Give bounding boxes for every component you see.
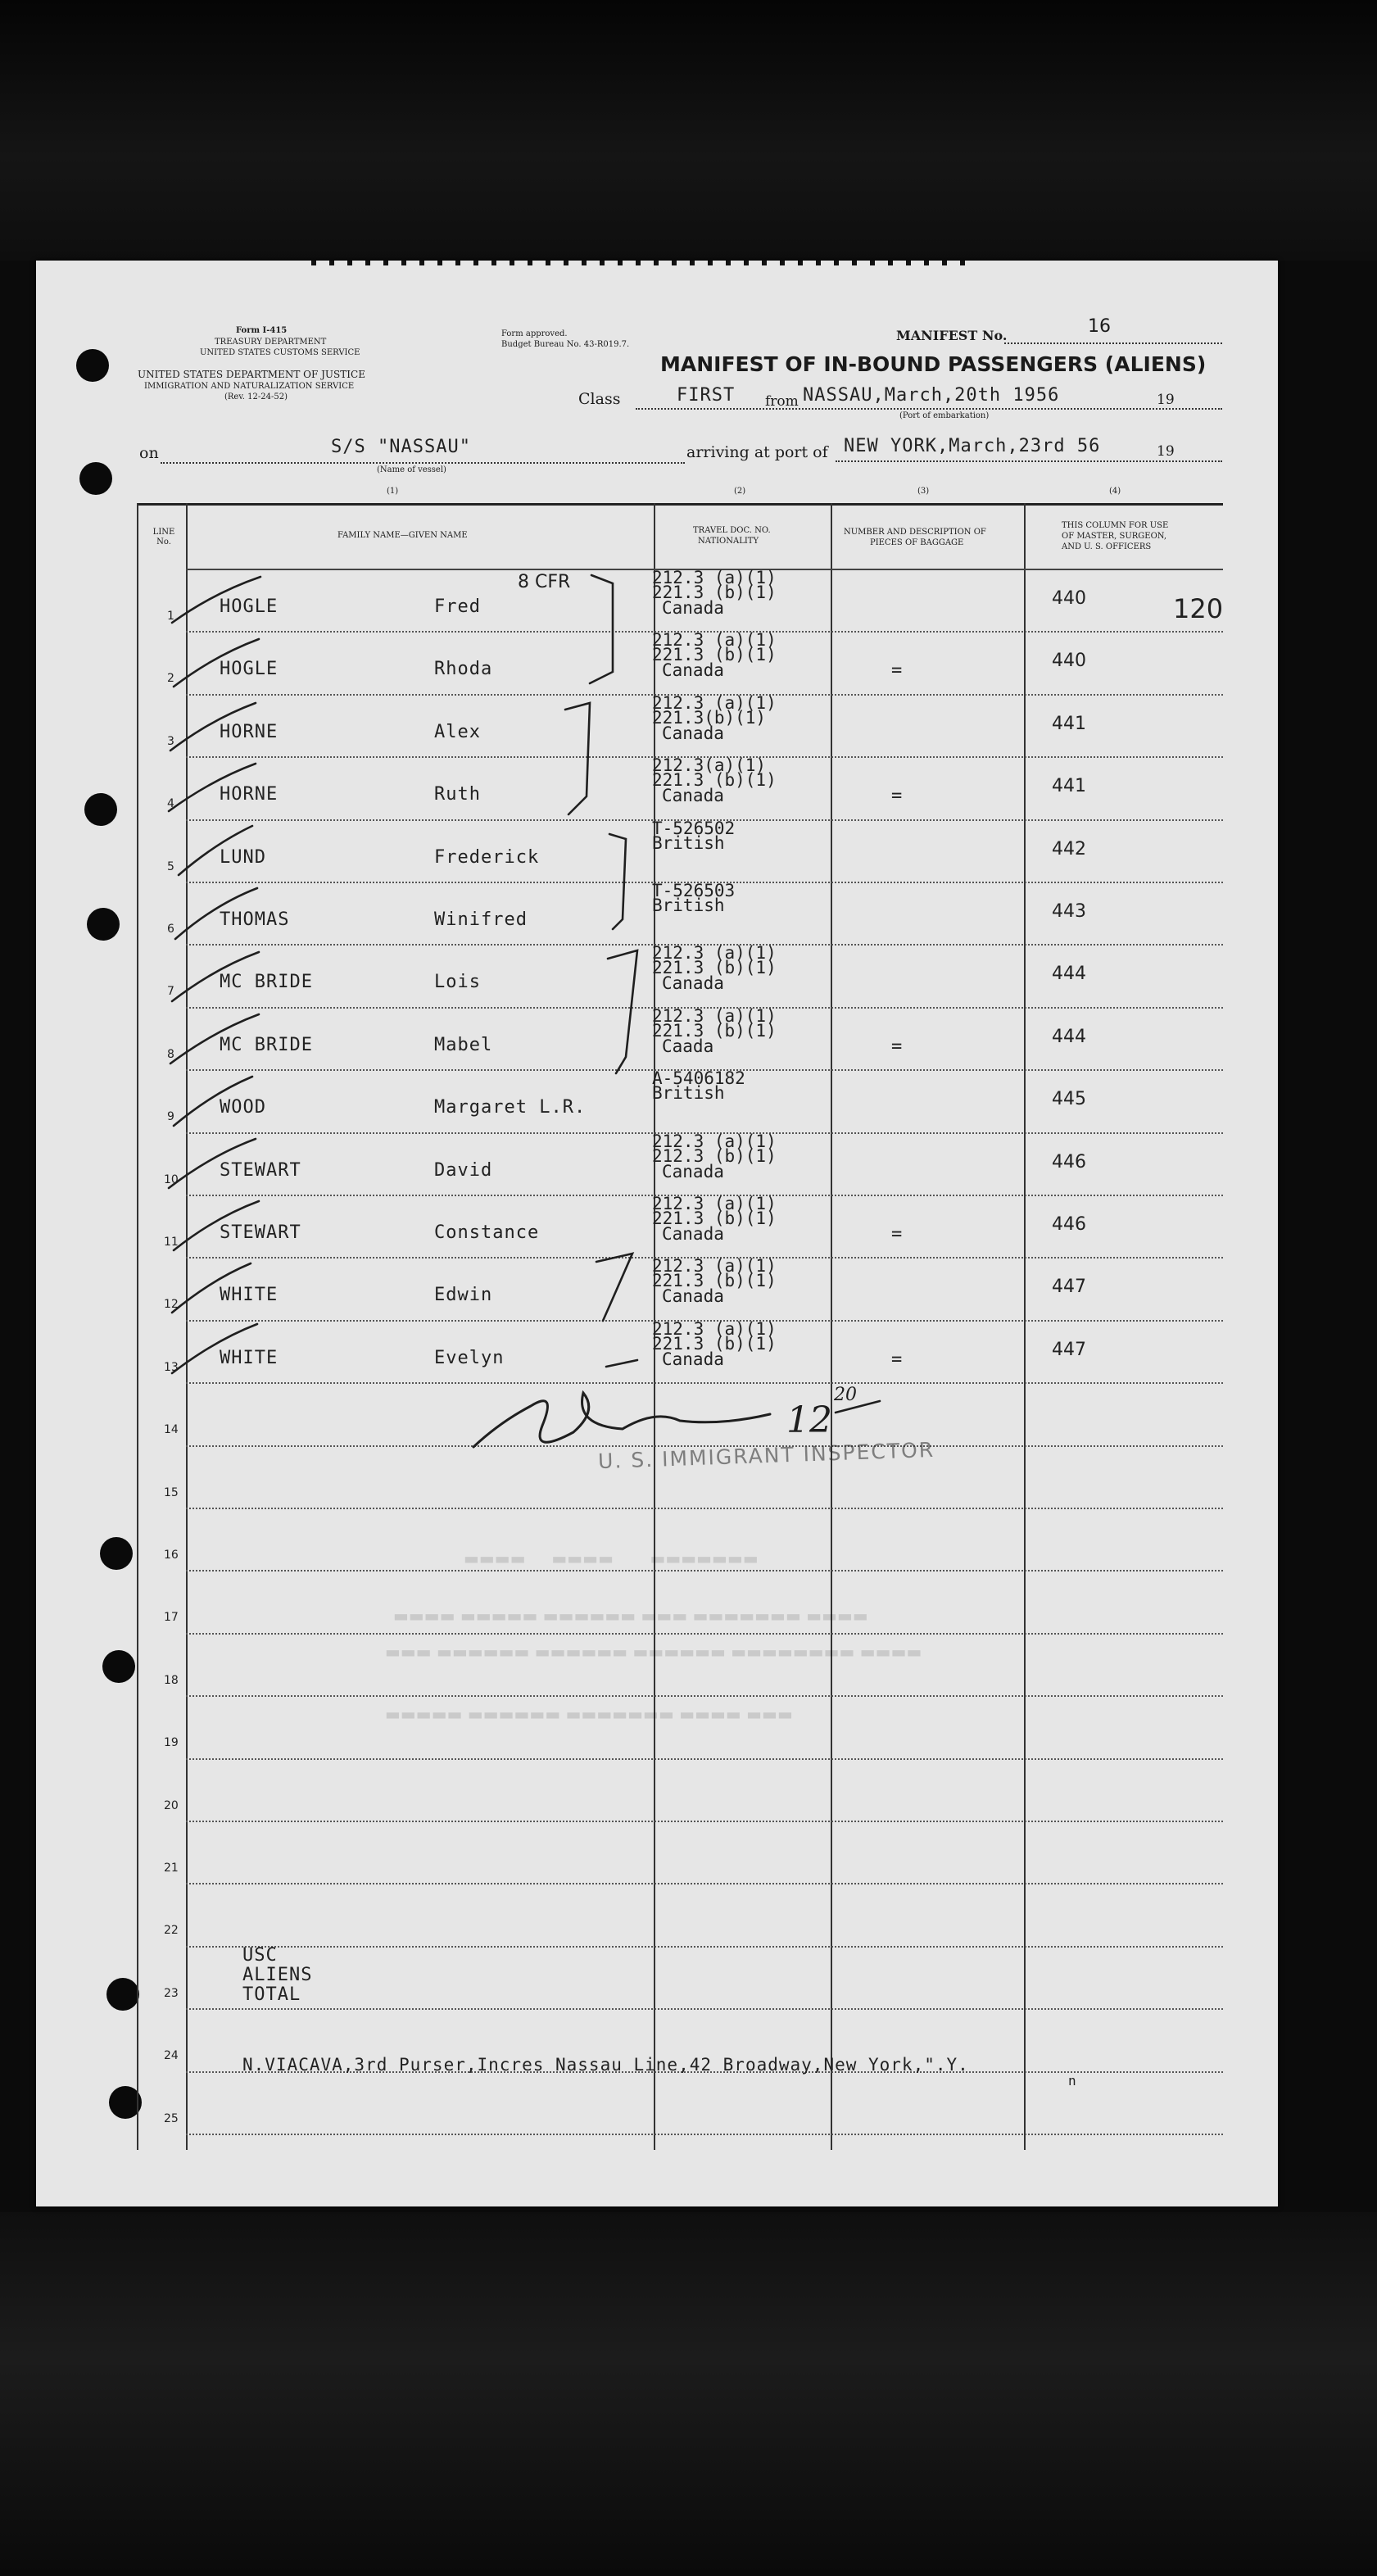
- column-number: (1): [387, 487, 399, 496]
- totals-aliens: ALIENS: [242, 1965, 313, 1985]
- nationality: Canada: [662, 598, 724, 618]
- line-number: 18: [164, 1673, 179, 1687]
- check-mark: [169, 764, 256, 811]
- officer-number: 440: [1052, 588, 1086, 609]
- line-number: 21: [164, 1862, 179, 1875]
- travel-doc-line-2: 221.3 (b)(1): [652, 1020, 777, 1041]
- travel-doc-line-1: 212.3 (a)(1): [652, 630, 777, 651]
- family-bracket: [609, 834, 626, 929]
- line-number: 23: [164, 1986, 179, 2000]
- check-mark: [174, 1201, 259, 1250]
- family-bracket: [596, 1254, 632, 1321]
- line-number: 22: [164, 1924, 179, 1938]
- vessel-name: S/S "NASSAU": [331, 437, 471, 457]
- travel-doc-line-2: British: [652, 1083, 725, 1104]
- given-name: Rhoda: [434, 659, 493, 680]
- family-name: MC BRIDE: [220, 972, 313, 993]
- check-mark: [174, 639, 259, 687]
- cfr-note: 8 CFR: [518, 572, 571, 592]
- line-number: 20: [164, 1798, 179, 1812]
- given-name: Frederick: [434, 846, 540, 868]
- family-name: HORNE: [220, 721, 279, 742]
- dept-customs: UNITED STATES CUSTOMS SERVICE: [200, 348, 360, 357]
- officer-number: 444: [1052, 1026, 1086, 1047]
- bleed-through: ▬▬▬▬▬ ▬▬▬▬▬▬ ▬▬▬▬▬▬▬ ▬▬▬▬ ▬▬▬: [385, 1704, 793, 1724]
- officer-number: 447: [1052, 1277, 1086, 1298]
- line-number: 1: [167, 610, 174, 623]
- col-header-nationality: NATIONALITY: [698, 537, 759, 546]
- year-label-2: 19: [1157, 443, 1175, 460]
- line-number: 6: [167, 923, 174, 936]
- manifest-title: MANIFEST OF IN-BOUND PASSENGERS (ALIENS): [660, 352, 1207, 376]
- nationality: Canada: [662, 1349, 724, 1369]
- from-value: NASSAU,March,20th 1956: [803, 385, 1060, 406]
- officer-number: 441: [1052, 713, 1086, 734]
- bleed-through: ▬▬▬ ▬▬▬▬▬▬ ▬▬▬▬▬▬ ▬▬▬▬▬▬ ▬▬▬▬▬▬▬▬ ▬▬▬▬: [385, 1642, 922, 1662]
- travel-doc-line-2: British: [652, 832, 725, 853]
- manifest-label: MANIFEST No.: [896, 328, 1008, 343]
- travel-doc-line-1: T-526503: [652, 881, 736, 900]
- travel-doc-line-2: 221.3 (b)(1): [652, 645, 777, 665]
- line-number: 19: [164, 1736, 179, 1750]
- given-name: Alex: [434, 721, 481, 742]
- officer-number: 440: [1052, 651, 1086, 672]
- dept-ins: IMMIGRATION AND NATURALIZATION SERVICE: [144, 382, 355, 391]
- line-number: 3: [167, 734, 174, 748]
- travel-doc-line-1: 212.3 (a)(1): [652, 692, 777, 713]
- budget-bureau: Budget Bureau No. 43-R019.7.: [501, 340, 630, 349]
- officer-number: 447: [1052, 1339, 1086, 1360]
- travel-doc-line-2: 221.3(b)(1): [652, 707, 767, 728]
- line-number: 10: [164, 1172, 179, 1186]
- travel-doc-line-1: 212.3 (a)(1): [652, 943, 777, 964]
- travel-doc-line-1: 212.3 (a)(1): [652, 568, 777, 587]
- signature-flourish: [836, 1401, 880, 1413]
- given-name: Evelyn: [434, 1347, 505, 1368]
- manifest-number: 16: [1088, 316, 1111, 337]
- travel-doc-line-1: 212.3 (a)(1): [652, 1256, 777, 1277]
- line-number: 7: [167, 985, 174, 999]
- purser-line: N.VIACAVA,3rd Purser,Incres Nassau Line,42 Broadway,New York,".Y.: [242, 2055, 969, 2075]
- officer-number: 443: [1052, 901, 1086, 922]
- line-number: 25: [164, 2111, 179, 2125]
- line-number: 2: [167, 672, 174, 686]
- given-name: David: [434, 1159, 493, 1181]
- col-header-baggage-2: PIECES OF BAGGAGE: [870, 538, 964, 547]
- officer-number: 446: [1052, 1151, 1086, 1172]
- officer-number: 444: [1052, 964, 1086, 985]
- check-mark: [170, 703, 256, 751]
- form-revision: (Rev. 12-24-52): [224, 392, 288, 401]
- given-name: Fred: [434, 596, 481, 617]
- port-note: (Port of embarkation): [899, 411, 990, 420]
- year-label: 19: [1157, 392, 1175, 408]
- inspector-initials-sup: 20: [834, 1385, 857, 1405]
- line-number: 24: [164, 2049, 179, 2063]
- bleed-through: ▬▬▬▬ ▬▬▬▬ ▬▬▬▬▬▬▬: [464, 1549, 759, 1568]
- family-name: WHITE: [220, 1347, 279, 1368]
- travel-doc-line-2: 221.3 (b)(1): [652, 958, 777, 978]
- col-header-name: FAMILY NAME—GIVEN NAME: [337, 531, 468, 540]
- family-bracket: [590, 575, 613, 683]
- line-number: 16: [164, 1549, 179, 1562]
- travel-doc-line-1: 212.3 (a)(1): [652, 1318, 777, 1339]
- class-value: FIRST: [677, 385, 736, 406]
- travel-doc-line-2: 221.3 (b)(1): [652, 770, 777, 791]
- officer-number: 442: [1052, 838, 1086, 859]
- nationality: Canada: [662, 660, 724, 681]
- col-header-line: LINE No.: [152, 528, 175, 546]
- on-label: on: [139, 444, 159, 462]
- col-header-travel: TRAVEL DOC. NO.: [693, 526, 771, 535]
- officer-number: 446: [1052, 1214, 1086, 1235]
- check-mark: [172, 952, 259, 1001]
- nationality: Caada: [662, 1036, 714, 1056]
- line-number: 11: [164, 1236, 179, 1249]
- col-header-officers: THIS COLUMN FOR USE: [1062, 521, 1169, 530]
- given-name: Winifred: [434, 909, 528, 930]
- class-label: Class: [578, 390, 621, 408]
- inspector-initials: 12: [786, 1399, 832, 1441]
- travel-doc-line-1: 212.3(a)(1): [652, 755, 767, 776]
- dept-justice: UNITED STATES DEPARTMENT OF JUSTICE: [138, 369, 365, 380]
- family-bracket: [608, 950, 637, 1073]
- given-name: Lois: [434, 972, 481, 993]
- check-mark: [175, 888, 257, 939]
- family-name: LUND: [220, 846, 266, 868]
- baggage-mark: =: [891, 660, 904, 682]
- travel-doc-line-2: 221.3 (b)(1): [652, 1209, 777, 1228]
- travel-doc-line-1: 212.3 (a)(1): [652, 1005, 777, 1026]
- check-mark: [172, 577, 260, 623]
- family-name: HORNE: [220, 784, 279, 805]
- line-number: 4: [167, 797, 174, 811]
- bleed-through: ▬▬▬▬ ▬▬▬▬▬ ▬▬▬▬▬▬ ▬▬▬ ▬▬▬▬▬▬▬ ▬▬▬▬: [393, 1606, 868, 1626]
- travel-doc-line-1: A-5406182: [652, 1068, 745, 1089]
- totals-total: TOTAL: [242, 1984, 301, 2005]
- travel-doc-line-1: T-526502: [652, 818, 736, 838]
- given-name: Ruth: [434, 784, 481, 805]
- baggage-mark: =: [891, 1349, 904, 1370]
- line-number: 17: [164, 1611, 179, 1625]
- nationality: Canada: [662, 1224, 724, 1244]
- purser-tail: n: [1068, 2073, 1077, 2088]
- family-name: STEWART: [220, 1159, 301, 1181]
- baggage-mark: =: [891, 786, 904, 807]
- family-name: WOOD: [220, 1097, 266, 1118]
- line-number: 13: [164, 1360, 179, 1374]
- line-number: 9: [167, 1110, 174, 1124]
- given-name: Constance: [434, 1222, 540, 1243]
- travel-doc-line-1: 212.3 (a)(1): [652, 1194, 777, 1213]
- nationality: Canada: [662, 973, 724, 994]
- line-number: 5: [167, 859, 174, 873]
- line-number: 14: [164, 1423, 179, 1437]
- family-bracket: [565, 703, 590, 814]
- column-number: (2): [734, 487, 746, 496]
- arriving-label: arriving at port of: [686, 443, 828, 461]
- travel-doc-line-2: 221.3 (b)(1): [652, 583, 777, 602]
- check-mark: [172, 1263, 251, 1313]
- column-number: (4): [1109, 487, 1121, 496]
- line-number: 12: [164, 1298, 179, 1312]
- check-mark: [174, 1077, 252, 1126]
- family-name: STEWART: [220, 1222, 301, 1243]
- totals-usc: USC: [242, 1945, 278, 1966]
- family-name: THOMAS: [220, 909, 290, 930]
- given-name: Edwin: [434, 1285, 493, 1306]
- check-mark: [170, 1014, 259, 1064]
- dept-treasury: TREASURY DEPARTMENT: [215, 338, 327, 347]
- officer-number: 445: [1052, 1089, 1086, 1110]
- family-name: HOGLE: [220, 659, 279, 680]
- check-mark: [179, 826, 252, 875]
- given-name: Margaret L.R.: [434, 1097, 587, 1118]
- check-mark: [172, 1324, 257, 1373]
- nationality: Canada: [662, 786, 724, 806]
- inspector-stamp: U. S. IMMIGRANT INSPECTOR: [597, 1437, 935, 1474]
- family-name: MC BRIDE: [220, 1034, 313, 1055]
- col-header-officers-2: OF MASTER, SURGEON,: [1062, 532, 1167, 541]
- form-approved: Form approved.: [501, 329, 568, 338]
- vessel-note: (Name of vessel): [377, 465, 446, 474]
- given-name: Mabel: [434, 1034, 493, 1055]
- travel-doc-line-2: British: [652, 896, 725, 915]
- family-name: WHITE: [220, 1285, 279, 1306]
- check-mark: [169, 1139, 256, 1188]
- officer-number: 441: [1052, 776, 1086, 797]
- col-header-baggage: NUMBER AND DESCRIPTION OF: [844, 528, 986, 537]
- col-header-officers-3: AND U. S. OFFICERS: [1062, 542, 1152, 551]
- from-label: from: [765, 393, 799, 410]
- travel-doc-line-2: 212.3 (b)(1): [652, 1145, 777, 1166]
- inspector-signature: [473, 1393, 770, 1447]
- travel-doc-line-1: 212.3 (a)(1): [652, 1131, 777, 1151]
- nationality: Canada: [662, 1286, 724, 1307]
- column-number: (3): [917, 487, 930, 496]
- family-bracket: [606, 1360, 637, 1367]
- line-number: 15: [164, 1485, 179, 1499]
- baggage-mark: =: [891, 1036, 904, 1057]
- count-note: 120: [1173, 593, 1224, 624]
- nationality: Canada: [662, 723, 724, 743]
- travel-doc-line-2: 221.3 (b)(1): [652, 1271, 777, 1291]
- travel-doc-line-2: 221.3 (b)(1): [652, 1333, 777, 1354]
- arriving-value: NEW YORK,March,23rd 56: [844, 436, 1101, 456]
- family-name: HOGLE: [220, 596, 279, 617]
- nationality: Canada: [662, 1161, 724, 1181]
- line-number: 8: [167, 1047, 174, 1061]
- baggage-mark: =: [891, 1224, 904, 1245]
- form-number: Form I-415: [236, 326, 288, 335]
